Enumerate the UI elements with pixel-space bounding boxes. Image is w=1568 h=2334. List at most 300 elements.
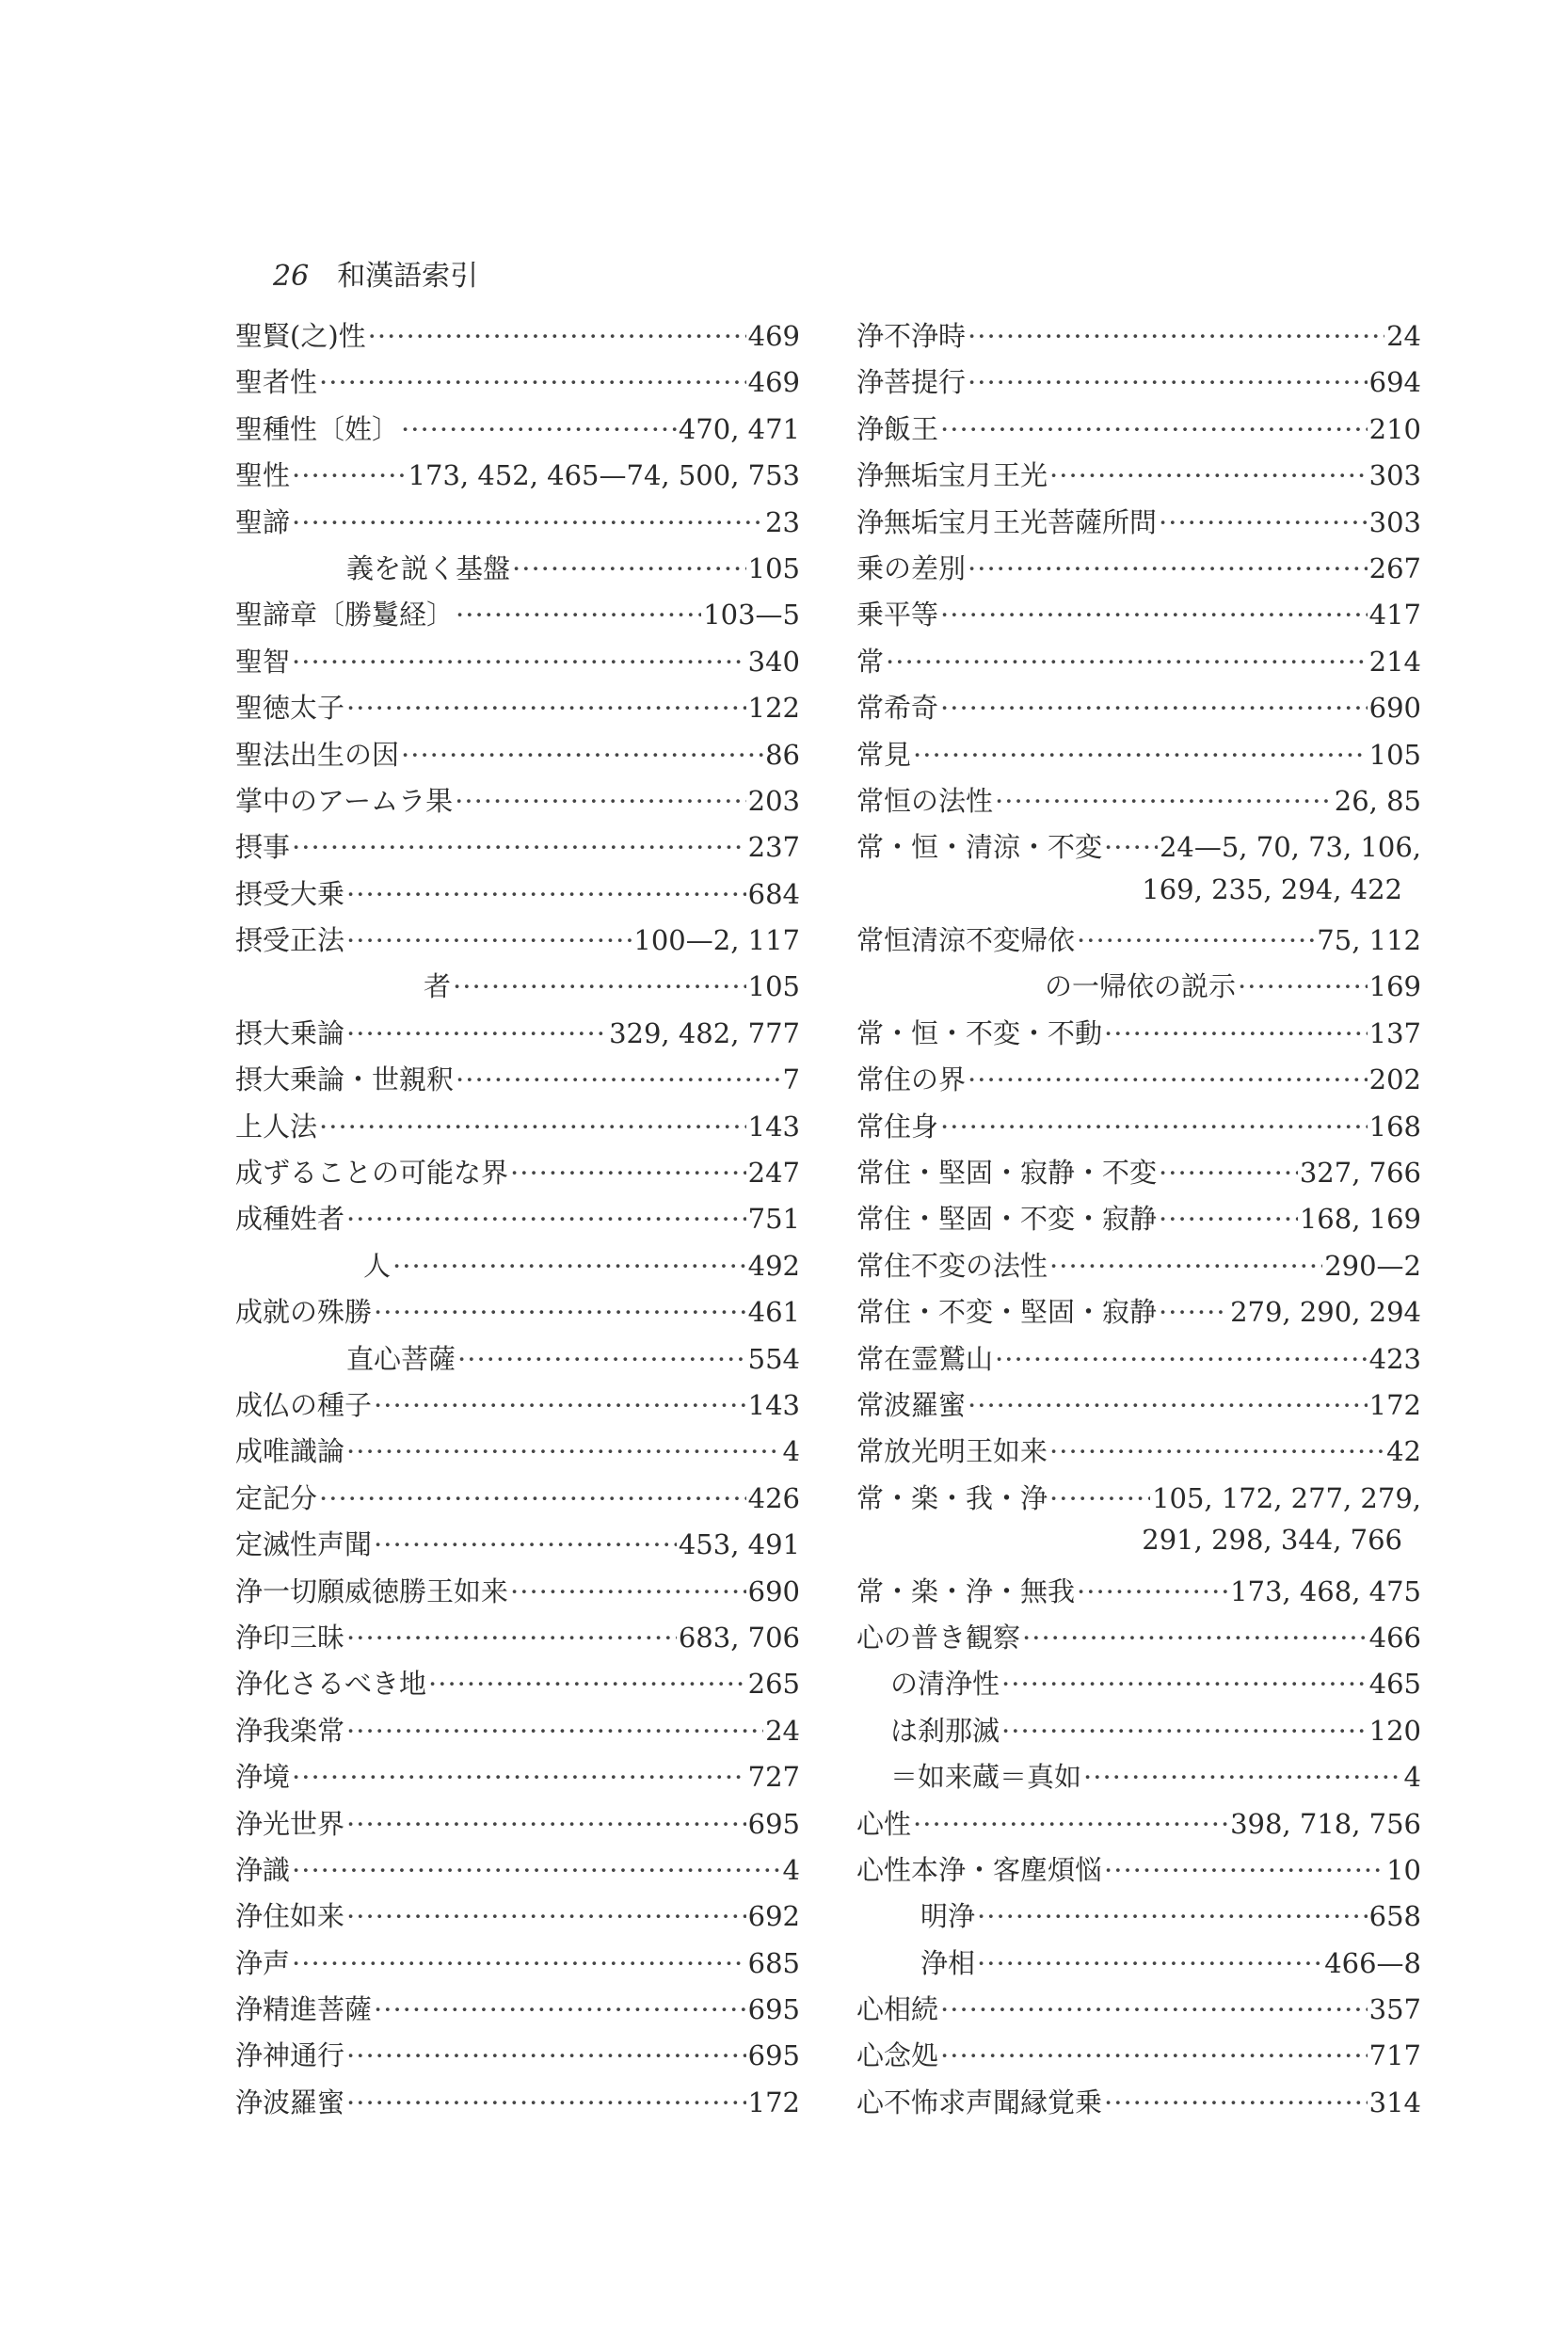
dot-leader [977,1900,1368,1932]
index-term: 常波羅蜜 [856,1388,967,1421]
dot-leader [995,785,1333,817]
dot-leader [968,1389,1368,1421]
left-index-column [235,315,800,2128]
page-references: 357 [1368,1993,1421,2026]
index-entry [856,548,1421,594]
page-references: 685 [747,1946,800,1979]
index-entry [235,826,800,872]
index-entry [856,594,1421,640]
index-entry [235,734,800,780]
index-entry [235,1617,800,1663]
page-references: 265 [747,1668,800,1701]
dot-leader [368,320,746,352]
page-references: 692 [747,1900,800,1933]
page-references: 120 [1368,1714,1421,1747]
dot-leader [346,1435,781,1467]
index-term: 聖諦 [235,505,291,538]
dot-leader [428,1668,746,1700]
dot-leader [1104,2086,1368,2118]
index-term: の一帰依の説示 [1045,970,1237,1003]
index-entry [235,1663,800,1709]
dot-leader [940,2039,1368,2071]
dot-leader [319,1482,746,1514]
index-entry [856,1756,1421,1802]
index-entry [235,780,800,826]
index-entry [235,873,800,919]
page-references: 694 [1368,366,1421,399]
dot-leader [913,1808,1228,1840]
index-entry [856,1059,1421,1105]
index-entry [235,1756,800,1802]
page-references: 237 [747,831,800,864]
index-entry [235,966,800,1012]
index-entry [856,1710,1421,1756]
page-references: 466 [1368,1621,1421,1654]
dot-leader [292,1947,746,1979]
dot-leader [995,1343,1368,1375]
index-entry [235,1478,800,1524]
dot-leader [292,831,746,863]
dot-leader [346,1622,677,1654]
dot-leader [1104,1854,1384,1886]
index-term: 聖性 [235,459,291,492]
index-entry [856,1338,1421,1384]
index-term: 心念処 [856,2039,939,2072]
page-references: 169 [1368,970,1421,1003]
dot-leader [319,366,746,398]
page-references: 105 [1368,738,1421,771]
index-term: 浄相 [920,1946,976,1979]
index-entry [856,919,1421,966]
dot-leader [292,1854,781,1886]
index-term: 浄光世界 [235,1807,345,1840]
page-references: 26, 85 [1334,784,1421,817]
page-references: 329, 482, 777 [609,1016,800,1049]
index-entry [235,1059,800,1105]
index-term: 摂受正法 [235,924,345,957]
dot-leader [292,459,407,491]
page-references: 105 [747,552,800,584]
dot-leader [346,1017,607,1049]
page-header [273,252,478,294]
dot-leader [374,1528,677,1560]
page-references: 4 [782,1435,800,1468]
index-entry [856,1291,1421,1337]
page-references: 86 [765,738,800,771]
page-references: 453, 491 [678,1528,800,1561]
dot-leader [1159,506,1368,538]
index-term: 掌中のアームラ果 [235,784,454,817]
index-entry [235,1803,800,1849]
dot-leader [456,599,701,631]
index-entry [856,687,1421,733]
page-references: 466—8 [1324,1946,1421,1979]
index-term: 聖者性 [235,366,318,399]
right-index-column [856,315,1421,2128]
page-references: 100—2, 117 [633,924,800,957]
dot-leader [510,1157,746,1189]
index-term: は刹那滅 [890,1714,1000,1747]
index-term: 常住・堅固・不変・寂静 [856,1203,1158,1236]
dot-leader [346,878,746,910]
dot-leader [374,1389,746,1421]
index-term: 成ずることの可能な界 [235,1157,509,1190]
index-term: 浄住如来 [235,1900,345,1933]
dot-leader [968,1063,1368,1095]
index-entry [235,1989,800,2035]
page-title: 和漢語索引 [337,260,479,293]
page-references: 554 [747,1342,800,1375]
page-references: 203 [747,784,800,817]
page-references: 314 [1368,2086,1421,2118]
page-references-continued: 291, 298, 344, 766 [1142,1524,1402,1557]
index-entry [856,1013,1421,1059]
index-entry [235,2035,800,2081]
index-entry [856,455,1421,501]
index-entry [235,1245,800,1291]
page-references: 105 [747,970,800,1003]
dot-leader [940,599,1368,631]
index-entry [235,455,800,501]
page-references: 173, 468, 475 [1230,1575,1421,1607]
page-references: 202 [1368,1063,1421,1096]
page-references: 173, 452, 465—74, 500, 753 [408,459,800,492]
index-entry [856,1571,1421,1617]
index-term: 摂事 [235,831,291,864]
index-term: 浄識 [235,1853,291,1886]
page-references: 122 [747,692,800,725]
index-entry [235,1198,800,1244]
page-references: 103—5 [703,599,800,631]
page-references: 10 [1386,1853,1421,1886]
dot-leader [346,924,632,956]
index-term: 乗平等 [856,599,939,631]
page-references: 470, 471 [678,412,800,445]
index-term: 定記分 [235,1481,318,1514]
index-term: 聖諦章〔勝鬘経〕 [235,599,455,631]
index-term: 常住・堅固・寂静・不変 [856,1157,1158,1190]
page-references: 247 [747,1157,800,1190]
index-entry [235,1524,800,1570]
dot-leader [401,413,677,445]
index-term: 常在霊鷲山 [856,1342,994,1375]
index-term: 常住の界 [856,1063,967,1096]
index-term: 定滅性声聞 [235,1528,373,1561]
index-entry [856,1617,1421,1663]
index-entry [856,780,1421,826]
index-entry [856,1803,1421,1849]
index-term: 常住不変の法性 [856,1249,1048,1282]
dot-leader [1159,1157,1298,1189]
page-references: 42 [1386,1435,1421,1468]
page-references: 4 [1403,1761,1421,1794]
dot-leader [1049,1250,1322,1282]
page-references: 690 [1368,692,1421,725]
index-term: 浄飯王 [856,412,939,445]
index-entry [856,408,1421,455]
page-references: 461 [747,1296,800,1329]
page-references-continued: 169, 235, 294, 422 [1142,872,1402,905]
index-term: 成仏の種子 [235,1388,373,1421]
index-entry [856,2035,1421,2081]
index-term: 常・恒・不変・不動 [856,1016,1103,1049]
index-term: 浄化さるべき地 [235,1668,427,1701]
page-references: 75, 112 [1317,924,1421,957]
index-term: 乗の差別 [856,552,967,584]
index-term: 聖賢(之)性 [235,320,366,352]
index-entry [235,1895,800,1942]
dot-leader [968,366,1368,398]
dot-leader [453,970,746,1002]
page-references: 303 [1368,505,1421,538]
page-references: 168 [1368,1110,1421,1143]
index-entry [235,2082,800,2128]
index-term: 浄菩提行 [856,366,967,399]
page-references: 465 [1368,1668,1421,1701]
page-references: 327, 766 [1299,1157,1421,1190]
dot-leader [346,2086,746,2118]
index-entry [856,361,1421,408]
page-references: 423 [1368,1342,1421,1375]
page-references: 290—2 [1324,1249,1421,1282]
index-entry [235,1291,800,1337]
dot-leader [968,552,1368,584]
index-entry [856,1478,1421,1524]
index-entry [856,315,1421,361]
index-entry [856,1942,1421,1989]
page-references: 143 [747,1388,800,1421]
index-term: 成就の殊勝 [235,1296,373,1329]
index-entry [856,502,1421,548]
page-references: 469 [747,366,800,399]
index-term: 浄無垢宝月王光菩薩所問 [856,505,1158,538]
dot-leader [1083,1761,1402,1793]
index-entry [235,1013,800,1059]
page-references: 24 [1386,320,1421,352]
dot-leader [292,506,763,538]
dot-leader [940,1993,1368,2025]
dot-leader [1001,1668,1368,1700]
page-references: 24 [765,1714,800,1747]
index-term: 浄我楽常 [235,1714,345,1747]
dot-leader [292,646,746,678]
dot-leader [940,1111,1368,1143]
index-term: 常見 [856,738,912,771]
index-entry [856,641,1421,687]
index-entry [235,1152,800,1198]
dot-leader [512,552,746,584]
index-entry [235,1849,800,1895]
index-term: の清浄性 [890,1668,1000,1701]
index-entry [235,687,800,733]
page-references: 658 [1368,1900,1421,1933]
index-entry [235,1431,800,1477]
dot-leader [1159,1296,1228,1328]
index-entry [235,641,800,687]
index-term: 常・恒・清涼・不変 [856,831,1103,864]
index-entry [856,966,1421,1012]
index-entry [856,1895,1421,1942]
page-references: 168, 169 [1299,1203,1421,1236]
index-entry [856,1152,1421,1198]
dot-leader [401,739,763,771]
dot-leader [1049,1435,1384,1467]
index-term: 浄神通行 [235,2039,345,2072]
index-term: 摂受大乗 [235,877,345,910]
page-references: 690 [747,1575,800,1607]
index-term: 浄無垢宝月王光 [856,459,1048,492]
dot-leader [1077,1575,1228,1607]
dot-leader [1077,924,1315,956]
index-term: 浄一切願威徳勝王如来 [235,1575,509,1607]
dot-leader [374,1993,746,2025]
index-entry [235,919,800,966]
index-term: 常放光明王如来 [856,1435,1048,1468]
index-term: 浄印三昧 [235,1621,345,1654]
index-term: 浄不浄時 [856,320,967,352]
index-entry [235,1106,800,1152]
index-term: 常・楽・浄・無我 [856,1575,1076,1607]
page-references: 105, 172, 277, 279, [1152,1481,1421,1514]
index-term: 上人法 [235,1110,318,1143]
index-term: 成唯識論 [235,1435,345,1468]
index-entry [235,1384,800,1431]
index-entry [235,1571,800,1617]
page-references: 398, 718, 756 [1230,1807,1421,1840]
index-term: 摂大乗論・世親釈 [235,1063,455,1096]
index-entry [856,1198,1421,1244]
index-term: 聖徳太子 [235,692,345,725]
index-term: 浄波羅蜜 [235,2086,345,2118]
dot-leader [913,739,1368,771]
index-entry [856,826,1421,872]
dot-leader [1159,1203,1298,1235]
dot-leader [977,1947,1322,1979]
index-entry [235,1338,800,1384]
dot-leader [374,1296,746,1328]
index-entry [856,1989,1421,2035]
page-references: 340 [747,645,800,678]
index-term: 直心菩薩 [346,1342,456,1375]
index-entry [235,594,800,640]
index-entry [856,1663,1421,1709]
dot-leader [392,1250,746,1282]
index-term: ＝如来蔵＝真如 [890,1761,1082,1794]
page-references: 492 [747,1249,800,1282]
page-references: 695 [747,2039,800,2072]
page-references: 214 [1368,645,1421,678]
page-references: 717 [1368,2039,1421,2072]
page-references: 210 [1368,412,1421,445]
index-term: 者 [424,970,452,1003]
page-number: 26 [273,260,310,293]
index-term: 摂大乗論 [235,1016,345,1049]
index-term: 浄声 [235,1946,291,1979]
dot-leader [1022,1622,1368,1654]
dot-leader [292,1761,746,1793]
page-references: 695 [747,1993,800,2026]
index-term: 常住身 [856,1110,939,1143]
index-term: 浄精進菩薩 [235,1993,373,2026]
index-term: 心相続 [856,1993,939,2026]
index-term: 義を説く基盤 [346,552,511,584]
page-references: 684 [747,877,800,910]
dot-leader [1238,970,1368,1002]
page-references: 303 [1368,459,1421,492]
page-references: 267 [1368,552,1421,584]
index-entry [235,548,800,594]
page-references: 24—5, 70, 73, 106, [1159,831,1421,864]
index-entry [856,1106,1421,1152]
dot-leader [940,692,1368,724]
index-term: 人 [363,1249,392,1282]
dot-leader [1001,1715,1368,1747]
index-term: 浄境 [235,1761,291,1794]
dot-leader [346,692,746,724]
index-term: 常恒の法性 [856,784,994,817]
page-references: 751 [747,1203,800,1236]
page-references: 172 [1368,1388,1421,1421]
dot-leader [1049,1482,1150,1514]
index-term: 成種姓者 [235,1203,345,1236]
dot-leader [346,1900,746,1932]
index-term: 心性 [856,1807,912,1840]
index-entry [856,1431,1421,1477]
dot-leader [510,1575,746,1607]
dot-leader [319,1111,746,1143]
index-entry [856,734,1421,780]
index-term: 聖法出生の因 [235,738,400,771]
index-term: 心不怖求声聞縁覚乗 [856,2086,1103,2118]
index-term: 常恒清涼不変帰依 [856,924,1076,957]
dot-leader [1104,831,1158,863]
dot-leader [1104,1017,1368,1049]
dot-leader [1049,459,1368,491]
dot-leader [457,1343,746,1375]
page-references: 695 [747,1807,800,1840]
dot-leader [346,1203,746,1235]
page-references: 417 [1368,599,1421,631]
page-references: 279, 290, 294 [1230,1296,1421,1329]
page-references: 23 [765,505,800,538]
dot-leader [346,1808,746,1840]
index-entry [856,1849,1421,1895]
page-references: 143 [747,1110,800,1143]
index-entry [856,2082,1421,2128]
dot-leader [346,2039,746,2071]
index-entry [856,1384,1421,1431]
page-references: 683, 706 [678,1621,800,1654]
index-entry [235,1710,800,1756]
index-entry [235,361,800,408]
page-references: 4 [782,1853,800,1886]
index-term: 心の普き観察 [856,1621,1021,1654]
page-references: 137 [1368,1016,1421,1049]
index-term: 心性本浄・客塵煩悩 [856,1853,1103,1886]
index-term: 常住・不変・堅固・寂静 [856,1296,1158,1329]
index-entry [856,1245,1421,1291]
dot-leader [968,320,1384,352]
dot-leader [455,785,746,817]
dot-leader [456,1063,781,1095]
dot-leader [346,1715,763,1747]
index-term: 明浄 [920,1900,976,1933]
page-references: 727 [747,1761,800,1794]
page-references: 7 [782,1063,800,1096]
index-term: 聖種性〔姓〕 [235,412,400,445]
index-entry [235,1942,800,1989]
index-entry [235,315,800,361]
